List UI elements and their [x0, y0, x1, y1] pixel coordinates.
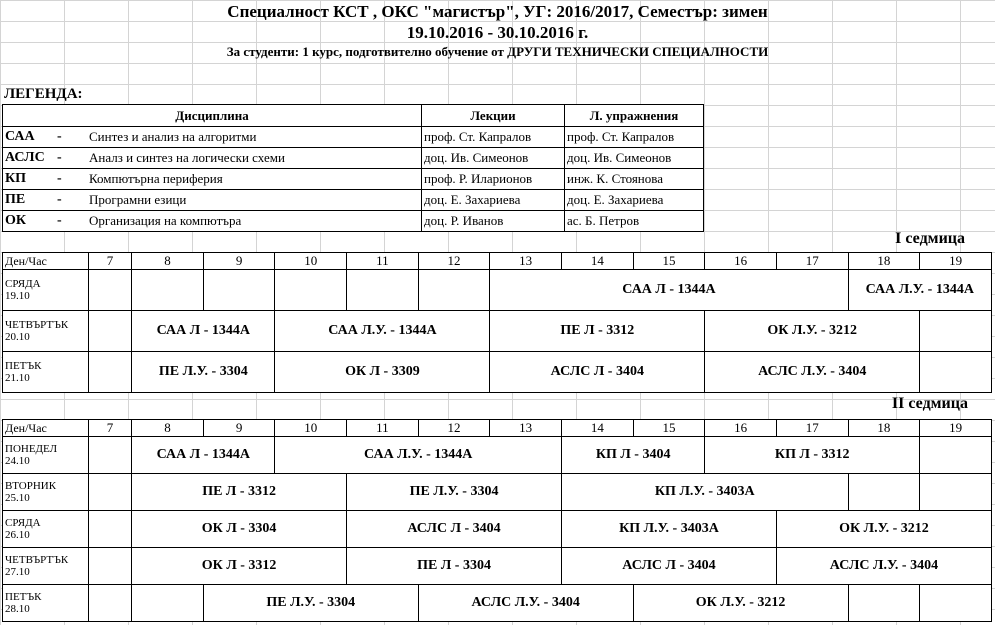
class-slot: АСЛС Л - 3404 [490, 352, 705, 393]
day-date: 28.10 [5, 603, 30, 615]
week-2-title: II седмица [891, 395, 968, 412]
class-slot: КП Л.У. - 3403А [562, 474, 849, 511]
hour-header: 7 [88, 253, 131, 270]
hours-row [3, 420, 992, 437]
day-date: 21.10 [5, 372, 30, 384]
day-name: ПОНЕДЕЛ [5, 443, 58, 455]
hour-header: 18 [848, 420, 920, 437]
hour-header: 9 [203, 420, 275, 437]
legend-assistant: доц. Е. Захариева [565, 190, 704, 211]
legend-abbr [3, 169, 88, 190]
empty-slot [132, 270, 204, 311]
hour-header: 10 [275, 253, 347, 270]
class-slot: ОК Л - 3309 [275, 352, 490, 393]
hour-header: 15 [633, 253, 705, 270]
empty-slot [88, 585, 131, 622]
legend-discipline-name: Програмни езици [87, 190, 422, 211]
day-name: СРЯДА [5, 278, 41, 290]
class-slot: САА Л - 1344А [132, 437, 275, 474]
hour-header: 8 [132, 253, 204, 270]
legend-header-discipline: Дисциплина [3, 105, 422, 127]
legend-row [3, 169, 704, 190]
empty-slot [203, 270, 275, 311]
day-row [3, 352, 992, 393]
hour-header: 7 [88, 420, 131, 437]
legend-abbr-text: САА [5, 129, 35, 144]
legend-title: ЛЕГЕНДА: [4, 86, 83, 102]
class-slot: АСЛС Л - 3404 [347, 511, 562, 548]
empty-slot [920, 474, 992, 511]
legend-abbr-text: АСЛС [5, 150, 45, 165]
legend-lecturer: доц. Е. Захариева [422, 190, 565, 211]
hour-header: 14 [562, 420, 634, 437]
day-cell [3, 548, 89, 585]
legend-lecturer: проф. Р. Иларионов [422, 169, 565, 190]
class-slot: ПЕ Л - 3312 [490, 311, 705, 352]
legend-assistant: доц. Ив. Симеонов [565, 148, 704, 169]
day-date: 24.10 [5, 455, 30, 467]
hour-header: 12 [418, 253, 490, 270]
empty-slot [848, 474, 920, 511]
legend-discipline-name: Организация на компютъра [87, 211, 422, 232]
legend-abbr [3, 211, 88, 232]
day-cell [3, 437, 89, 474]
day-name: СРЯДА [5, 517, 41, 529]
hour-header: 11 [347, 420, 419, 437]
class-slot: ОК Л.У. - 3212 [633, 585, 848, 622]
class-slot: САА Л - 1344А [490, 270, 848, 311]
day-name: ВТОРНИК [5, 480, 57, 492]
legend-dash: - [57, 129, 62, 144]
class-slot: САА Л.У. - 1344А [848, 270, 991, 311]
legend-assistant: проф. Ст. Капралов [565, 127, 704, 148]
hour-header: 17 [776, 253, 848, 270]
empty-slot [848, 585, 920, 622]
day-cell [3, 511, 89, 548]
legend-dash: - [57, 171, 62, 186]
class-slot: ПЕ Л.У. - 3304 [132, 352, 275, 393]
day-cell [3, 270, 89, 311]
empty-slot [88, 437, 131, 474]
legend-abbr [3, 190, 88, 211]
hour-header: 15 [633, 420, 705, 437]
empty-slot [920, 352, 992, 393]
legend-table [2, 104, 704, 232]
day-row [3, 585, 992, 622]
empty-slot [88, 511, 131, 548]
day-name: ЧЕТВЪРТЪК [5, 554, 69, 566]
day-row [3, 270, 992, 311]
week-2-schedule [2, 419, 992, 622]
week-1-schedule [2, 252, 992, 393]
day-cell [3, 585, 89, 622]
legend-discipline-name: Аналз и синтез на логически схеми [87, 148, 422, 169]
empty-slot [920, 585, 992, 622]
day-date: 26.10 [5, 529, 30, 541]
legend-row [3, 148, 704, 169]
hour-header: 17 [776, 420, 848, 437]
legend-dash: - [57, 150, 62, 165]
day-row [3, 311, 992, 352]
hour-header: 18 [848, 253, 920, 270]
day-hour-header: Ден/Час [3, 420, 89, 437]
day-cell [3, 311, 89, 352]
hour-header: 14 [562, 253, 634, 270]
class-slot: ПЕ Л - 3312 [132, 474, 347, 511]
empty-slot [418, 270, 490, 311]
class-slot: ПЕ Л.У. - 3304 [347, 474, 562, 511]
empty-slot [347, 270, 419, 311]
class-slot: КП Л - 3404 [562, 437, 705, 474]
legend-discipline-name: Компютърна периферия [87, 169, 422, 190]
empty-slot [275, 270, 347, 311]
legend-discipline-name: Синтез и анализ на алгоритми [87, 127, 422, 148]
day-name: ЧЕТВЪРТЪК [5, 319, 69, 331]
class-slot: ОК Л.У. - 3212 [705, 311, 920, 352]
class-slot: ОК Л - 3304 [132, 511, 347, 548]
legend-row [3, 211, 704, 232]
title-date-range: 19.10.2016 - 30.10.2016 г. [406, 23, 589, 42]
legend-abbr [3, 148, 88, 169]
legend-abbr [3, 127, 88, 148]
hour-header: 16 [705, 253, 777, 270]
day-name: ПЕТЪК [5, 591, 42, 603]
empty-slot [88, 270, 131, 311]
class-slot: АСЛС Л.У. - 3404 [705, 352, 920, 393]
title-students: За студенти: 1 курс, подготвително обучение от ДРУГИ ТЕХНИЧЕСКИ СПЕЦИАЛНОСТИ [226, 44, 769, 59]
empty-slot [88, 474, 131, 511]
class-slot: САА Л - 1344А [132, 311, 275, 352]
empty-slot [88, 548, 131, 585]
class-slot: САА Л.У. - 1344А [275, 311, 490, 352]
legend-lecturer: доц. Ив. Симеонов [422, 148, 565, 169]
day-name: ПЕТЪК [5, 360, 42, 372]
title-line-1: Специалност КСТ , ОКС "магистър", УГ: 2016/2017, Семестър: зимен [227, 2, 768, 21]
day-date: 19.10 [5, 290, 30, 302]
legend-abbr-text: КП [5, 171, 27, 186]
day-cell [3, 474, 89, 511]
class-slot: ПЕ Л - 3304 [347, 548, 562, 585]
class-slot: ОК Л - 3312 [132, 548, 347, 585]
legend-assistant: ас. Б. Петров [565, 211, 704, 232]
day-hour-header: Ден/Час [3, 253, 89, 270]
class-slot: ПЕ Л.У. - 3304 [203, 585, 418, 622]
hour-header: 19 [920, 253, 992, 270]
legend-row [3, 190, 704, 211]
day-row [3, 474, 992, 511]
legend-header-lectures: Лекции [422, 105, 565, 127]
week-1-title: I седмица [895, 230, 965, 247]
day-row [3, 511, 992, 548]
class-slot: ОК Л.У. - 3212 [776, 511, 991, 548]
legend-dash: - [57, 192, 62, 207]
hour-header: 13 [490, 253, 562, 270]
day-date: 27.10 [5, 566, 30, 578]
legend-dash: - [57, 213, 62, 228]
hour-header: 9 [203, 253, 275, 270]
hour-header: 10 [275, 420, 347, 437]
empty-slot [920, 311, 992, 352]
legend-abbr-text: ПЕ [5, 192, 26, 207]
legend-row [3, 127, 704, 148]
hour-header: 16 [705, 420, 777, 437]
empty-slot [132, 585, 204, 622]
day-date: 25.10 [5, 492, 30, 504]
class-slot: АСЛС Л - 3404 [562, 548, 777, 585]
legend-lecturer: проф. Ст. Капралов [422, 127, 565, 148]
empty-slot [88, 352, 131, 393]
day-date: 20.10 [5, 331, 30, 343]
empty-slot [88, 311, 131, 352]
class-slot: КП Л - 3312 [705, 437, 920, 474]
class-slot: САА Л.У. - 1344А [275, 437, 562, 474]
class-slot: АСЛС Л.У. - 3404 [418, 585, 633, 622]
hour-header: 13 [490, 420, 562, 437]
legend-header-exercises: Л. упражнения [565, 105, 704, 127]
class-slot: АСЛС Л.У. - 3404 [776, 548, 991, 585]
hour-header: 19 [920, 420, 992, 437]
hour-header: 8 [132, 420, 204, 437]
hour-header: 12 [418, 420, 490, 437]
legend-lecturer: доц. Р. Иванов [422, 211, 565, 232]
day-row [3, 548, 992, 585]
day-row [3, 437, 992, 474]
hours-row [3, 253, 992, 270]
legend-assistant: инж. К. Стоянова [565, 169, 704, 190]
class-slot: КП Л.У. - 3403А [562, 511, 777, 548]
day-cell [3, 352, 89, 393]
hour-header: 11 [347, 253, 419, 270]
empty-slot [920, 437, 992, 474]
legend-abbr-text: ОК [5, 213, 27, 228]
